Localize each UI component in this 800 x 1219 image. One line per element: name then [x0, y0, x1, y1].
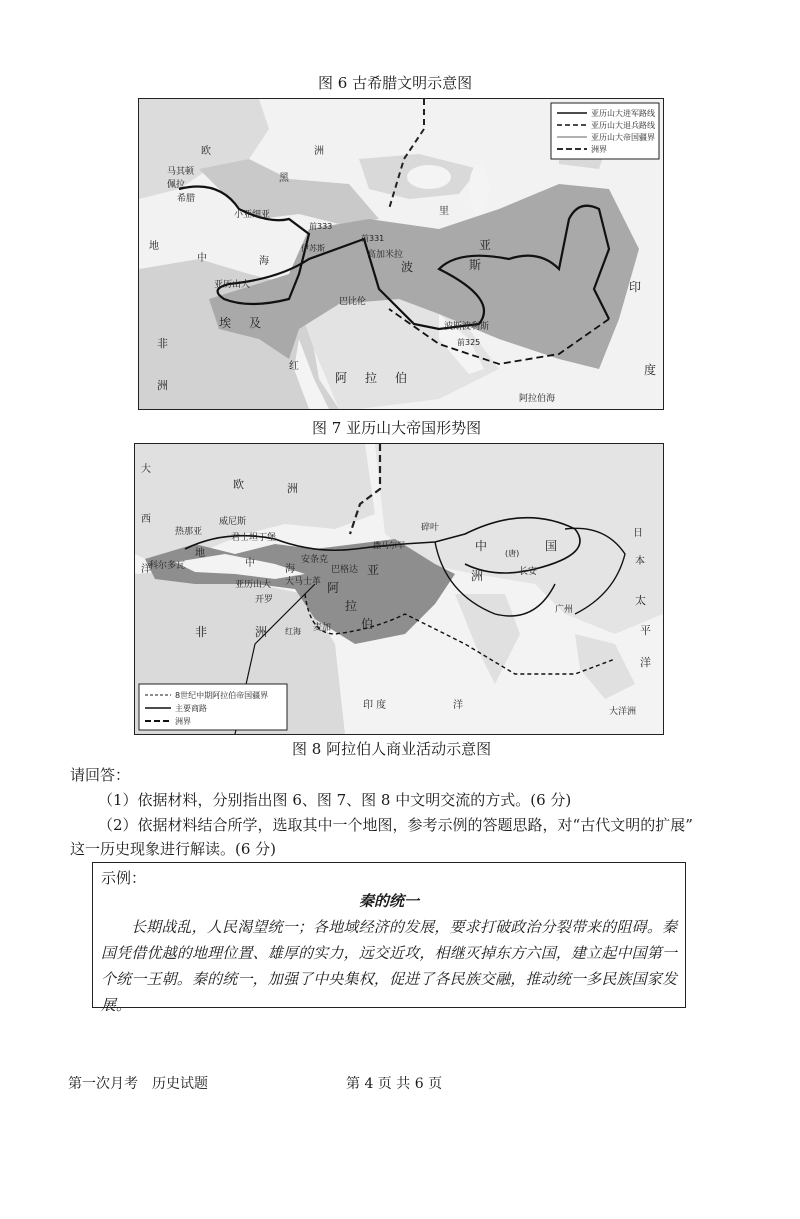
m8-label: 拉 — [345, 599, 358, 613]
m8-legend-continent: 洲界 — [175, 717, 191, 726]
m8-label: 大马士革 — [285, 577, 322, 587]
m7-label: 希腊 — [177, 194, 196, 204]
m8-label: 大洋洲 — [609, 707, 637, 717]
m8-label: 洋 — [640, 656, 651, 669]
m8-label: 中 — [475, 539, 488, 553]
example-body: 长期战乱，人民渴望统一；各地域经济的发展，要求打破政治分裂带来的阻碍。秦国凭借优越的地理位置、雄厚的实力，远交近攻，相继灭掉东方六国，建立起中国第一个统一王朝。秦的统一，加强了中央集权，促进了各民族交融，推动统一多民族国家发展。 — [101, 918, 677, 1014]
m8-label: 洲 — [287, 482, 298, 495]
m7-label: 拉 — [365, 371, 378, 385]
m8-label: 热那亚 — [175, 527, 203, 537]
m8-label: (唐) — [505, 549, 520, 558]
m7-legend-retreat: 亚历山大退兵路线 — [591, 121, 655, 130]
question-prompt: 请回答： — [70, 766, 131, 784]
m8-label: 地 — [195, 548, 205, 559]
m8-label: 西 — [141, 514, 151, 525]
footer-exam-name: 第一次月考 历史试题 — [68, 1076, 208, 1092]
m8-label: 科尔多瓦 — [149, 561, 186, 571]
m8-label: 长安 — [519, 567, 538, 577]
m7-label: 前325 — [457, 338, 481, 347]
m8-label: 海 — [285, 564, 295, 575]
alexander-empire-map — [138, 98, 664, 410]
m8-label: 太 — [635, 594, 646, 607]
m7-legend-continent: 洲界 — [591, 145, 607, 154]
m7-label: 高加米拉 — [367, 250, 404, 260]
m7-label: 阿拉伯海 — [519, 394, 556, 404]
m7-label: 欧 — [201, 146, 211, 157]
m8-label: 威尼斯 — [219, 517, 247, 527]
m7-label: 前333 — [309, 222, 333, 231]
m7-label: 地 — [149, 241, 159, 252]
m8-label: 洋 — [141, 564, 151, 575]
m8-label: 国 — [545, 539, 558, 553]
m7-label: 里 — [439, 206, 449, 217]
m8-label: 洋 — [453, 700, 463, 711]
m8-label: 麦加 — [313, 623, 332, 633]
example-box — [92, 862, 686, 1014]
m7-label: 红 — [289, 361, 299, 372]
m8-label: 日 — [633, 528, 643, 539]
m7-label: 阿 — [335, 371, 348, 385]
m7-label: 波 — [401, 260, 414, 274]
m7-legend-advance: 亚历山大进军路线 — [591, 109, 655, 118]
m8-label: 亚历山大 — [235, 580, 272, 590]
m8-label: 平 — [640, 624, 651, 637]
m8-label: 伯 — [361, 617, 374, 631]
m8-label: 君士坦丁堡 — [231, 533, 277, 543]
m7-label: 巴比伦 — [339, 297, 367, 307]
m8-label: 碎叶 — [421, 523, 440, 533]
question-1: （1）依据材料，分别指出图 6、图 7、图 8 中文明交流的方式。(6 分) — [98, 791, 572, 809]
m7-label: 洲 — [314, 146, 324, 157]
m8-label: 非 — [195, 625, 208, 639]
m7-label: 马其顿 — [167, 167, 195, 177]
m8-label: 巴格达 — [331, 565, 359, 575]
fig6-caption: 图 6 古希腊文明示意图 — [318, 74, 473, 92]
m8-label: 撒马尔罕 — [373, 541, 405, 550]
m8-label: 印 度 — [363, 700, 387, 711]
example-title: 秦的统一 — [358, 892, 419, 910]
m8-label: 广州 — [555, 605, 574, 615]
m7-label: 印 — [629, 280, 642, 294]
arab-trade-map — [134, 443, 664, 735]
m7-label: 洲 — [157, 379, 168, 392]
m7-label: 黑 — [279, 173, 289, 184]
question-2-line1: （2）依据材料结合所学，选取其中一个地图，参考示例的答题思路，对“古代文明的扩展” — [98, 816, 693, 834]
m7-label: 小亚细亚 — [234, 210, 271, 220]
m7-label: 波斯波利斯 — [444, 322, 490, 332]
m8-label: 红海 — [285, 627, 301, 636]
m8-label: 开罗 — [255, 595, 274, 605]
m8-label: 本 — [635, 556, 645, 567]
m8-label: 欧 — [233, 478, 244, 491]
m7-label: 埃 — [219, 316, 232, 330]
fig7-caption: 图 7 亚历山大帝国形势图 — [312, 419, 482, 437]
m7-label: 及 — [249, 316, 262, 330]
m8-label: 阿 — [327, 581, 340, 595]
m8-legend-route: 主要商路 — [175, 704, 207, 713]
example-label: 示例： — [101, 869, 147, 887]
m7-label: 海 — [259, 256, 269, 267]
m8-label: 安条克 — [301, 555, 329, 565]
m8-label: 中 — [245, 558, 255, 569]
m7-label: 佩拉 — [167, 180, 186, 190]
m8-label: 亚 — [367, 563, 380, 577]
m8-legend-border: 8世纪中期阿拉伯帝国疆界 — [175, 691, 269, 700]
m7-label: 亚 — [479, 238, 492, 252]
m8-label: 洲 — [471, 569, 484, 583]
footer-page-number: 第 4 页 共 6 页 — [346, 1076, 443, 1092]
m7-label: 伊苏斯 — [301, 244, 325, 253]
m7-label: 前331 — [361, 234, 385, 243]
m7-label: 伯 — [395, 371, 408, 385]
m8-label: 洲 — [255, 625, 268, 639]
m7-legend-border: 亚历山大帝国疆界 — [591, 133, 655, 142]
question-2-line2: 这一历史现象进行解读。(6 分) — [70, 840, 277, 858]
m8-label: 大 — [141, 464, 151, 475]
fig8-caption: 图 8 阿拉伯人商业活动示意图 — [292, 740, 492, 758]
m7-label: 非 — [157, 337, 168, 350]
m7-label: 亚历山大 — [214, 280, 251, 290]
m7-label: 中 — [197, 253, 207, 264]
m7-label: 斯 — [469, 258, 482, 272]
m7-label: 度 — [644, 363, 657, 377]
